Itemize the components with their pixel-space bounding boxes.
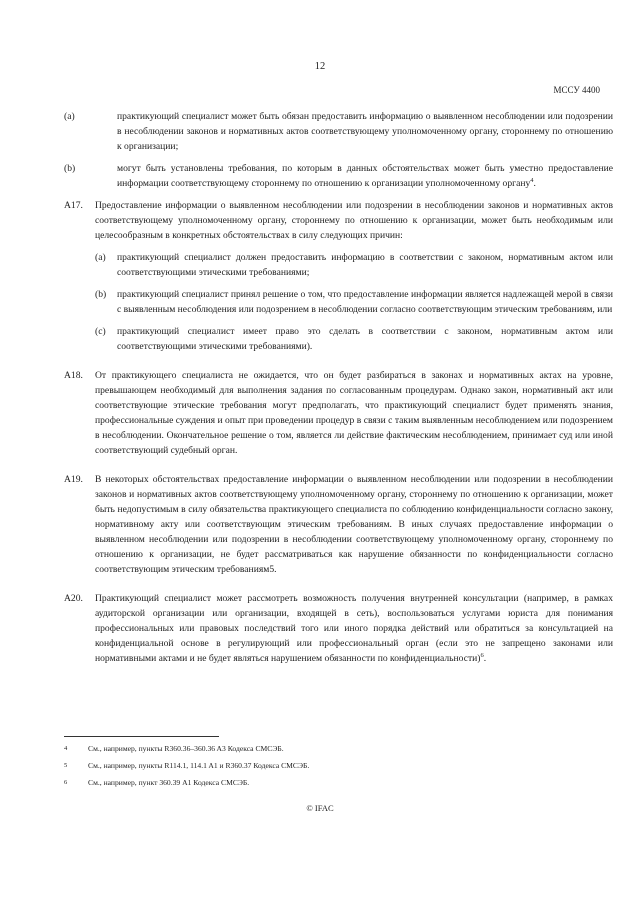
- list-item: [64, 109, 613, 154]
- standard-code: МССУ 4400: [553, 85, 600, 95]
- page-footer: © IFAC: [306, 803, 334, 813]
- paragraph-a19: [64, 472, 613, 584]
- paragraph-number: A19.: [64, 474, 83, 485]
- list-item: [64, 161, 613, 191]
- paragraph-a20: [64, 591, 613, 673]
- footnote-reference[interactable]: 4: [530, 176, 534, 184]
- main-content: [64, 109, 613, 680]
- paragraph-text: Практикующий специалист может рассмотреть возможность получения внутренней консультации (например, в рамках аудиторской организации или организации, входящей в сеть), воспользоваться услугами юриста для понимания профессиональных или правовых последствий того или иного порядка действий или обратиться за консультацией на конфиденциальной основе в регулирующий или профессиональный орган (если это не запрещено законами или нормативными актами и не будет являться нарушением обязанности по конфиденциальности)$^6$.: [95, 593, 613, 664]
- footnote: [64, 777, 613, 789]
- item-text: практикующий специалист имеет право это сделать в соответствии с законом, нормативным актом или соответствующими этическими требованиями).: [117, 326, 613, 352]
- item-label: (a): [95, 252, 106, 263]
- footnote-reference[interactable]: 6: [480, 651, 484, 659]
- list-item: [95, 250, 613, 280]
- footnote: [64, 743, 613, 755]
- page-number: 12: [314, 61, 326, 72]
- paragraph-number: A17.: [64, 200, 83, 211]
- item-label: (b): [95, 289, 107, 300]
- footnote-number: 4: [64, 745, 68, 752]
- footnote-text: См., например, пункты R360.36–360.36 A3 Кодекса СМСЭБ.: [88, 744, 284, 753]
- paragraph-text: В некоторых обстоятельствах предоставление информации о выявленном несоблюдении или подозрении в несоблюдении законов и нормативных актов соответствующему уполномоченному органу, стороннему по отношению к организации, может быть недопустимым в силу обязательства практикующего специалиста по соблюдению конфиденциальности согласно закону, нормативному акту или соответствующим этическим требованиям. В иных случаях предоставление информации о выявленном несоблюдении или подозрении в несоблюдении соответствующему уполномоченному органу, стороннему по отношению к организации, не будет рассматриваться как нарушение обязанности по конфиденциальности согласно соответствующим этическим требованиям5.: [95, 474, 613, 575]
- footnotes: [64, 743, 613, 794]
- footnote-text: См., например, пункт 360.39 A1 Кодекса СМСЭБ.: [88, 778, 250, 787]
- item-label: (a): [64, 111, 75, 122]
- list-item: [95, 287, 613, 317]
- paragraph-text: Предоставление информации о выявленном несоблюдении или подозрении в несоблюдении законов и нормативных актов соответствующему уполномоченному органу, стороннему по отношению к организации, может быть необходимым или целесообразным в конкретных обстоятельствах в силу следующих причин:: [95, 200, 613, 241]
- paragraph-a17: [64, 198, 613, 361]
- footnote: [64, 760, 613, 772]
- paragraph-a18: [64, 368, 613, 465]
- item-text: практикующий специалист должен предоставить информацию в соответствии с законом, нормативным актом или соответствующими этическими требованиями;: [117, 252, 613, 278]
- footnote-divider: [64, 736, 219, 737]
- footnote-text: См., например, пункты R114.1, 114.1 A1 и R360.37 Кодекса СМСЭБ.: [88, 761, 310, 770]
- item-text: могут быть установлены требования, по которым в данных обстоятельствах может быть уместно предоставление информации соответствующему стороннему по отношению к организации уполномоченному органу$^4$.: [117, 163, 613, 189]
- item-label: (b): [64, 163, 76, 174]
- paragraph-number: A20.: [64, 593, 83, 604]
- item-text: практикующий специалист может быть обязан предоставить информацию о выявленном несоблюдении или подозрении в несоблюдении законов и нормативных актов соответствующему уполномоченному органу, стороннему по отношению к организации;: [117, 111, 613, 152]
- item-label: (c): [95, 326, 106, 337]
- list-item: [95, 324, 613, 354]
- footnote-number: 5: [64, 762, 68, 769]
- paragraph-number: A18.: [64, 370, 83, 381]
- item-text: практикующий специалист принял решение о том, что предоставление информации является надлежащей мерой в связи с выявленным несоблюдения или подозрением в несоблюдении согласно соответствующим этическим требованиям, или: [117, 289, 613, 315]
- footnote-number: 6: [64, 779, 68, 786]
- paragraph-text: От практикующего специалиста не ожидается, что он будет разбираться в законах и нормативных актах на уровне, превышающем необходимый для выполнения задания по согласованным процедурам. Однако закон, нормативный акт или соответствующие этические требования могут предполагать, что практикующий специалист будет применять знания, профессиональные суждения и опыт при проведении процедур в связи с таким выявленным несоблюдением или подозрением в несоблюдении. Окончательное решение о том, является ли действие фактическим несоблюдением, принимает суд или иной соответствующий судебный орган.: [95, 370, 613, 456]
